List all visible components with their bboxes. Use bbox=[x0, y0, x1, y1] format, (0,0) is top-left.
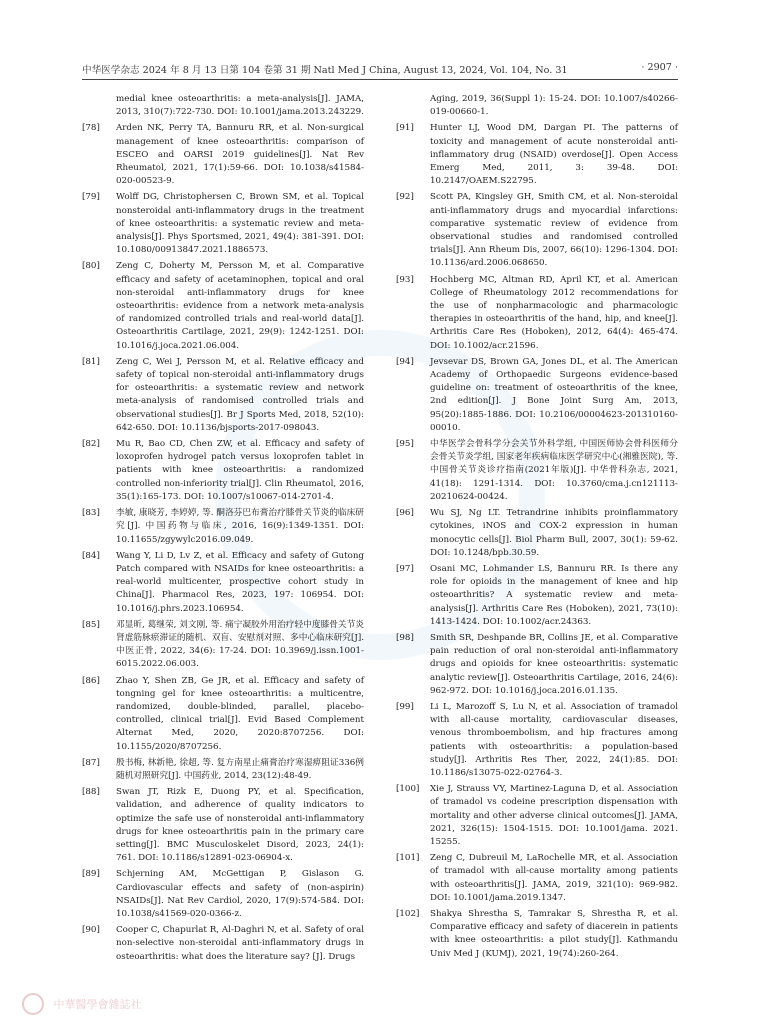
reference-number: [87] bbox=[82, 757, 100, 768]
publisher-logo bbox=[22, 993, 222, 1019]
reference-text: Scott PA, Kingsley GH, Smith CM, et al. Non-steroidal anti-inflammatory drugs and myocardial infarctions: comparative systematic review of evidence from observational studies and randomised controlled trials[J]. Ann Rheum Dis, 2007, 66(10): 1296-1304. DOI: 10.1136/ard.2006.068650. bbox=[430, 192, 678, 269]
reference-number: [93] bbox=[396, 274, 414, 285]
reference-continuation: Aging, 2019, 36(Suppl 1): 15-24. DOI: 10.1007/s40266-019-00660-1. bbox=[430, 94, 678, 118]
reference-number: [81] bbox=[82, 356, 100, 367]
reference-item bbox=[396, 783, 678, 849]
reference-text: Wu SJ, Ng LT. Tetrandrine inhibits proinflammatory cytokines, iNOS and COX-2 expression in human monocytic cells[J]. Biol Pharm Bull, 2007, 30(1): 59-62. DOI: 10.1248/bpb.30.59. bbox=[430, 508, 678, 558]
reference-item bbox=[396, 356, 678, 435]
reference-number: [78] bbox=[82, 123, 100, 134]
reference-text: Hunter LJ, Wood DM, Dargan PI. The patterns of toxicity and management of acute nonsteroidal anti-inflammatory drug (NSAID) overdose[J]. Open Access Emerg Med, 2011, 3: 39-48. DOI: 10.2147/OAEM.S22795. bbox=[430, 123, 678, 187]
reference-text: Schjerning AM, McGettigan P, Gislason G. Cardiovascular effects and safety of (non-aspirin) NSAIDs[J]. Nat Rev Cardiol, 2020, 17(9):574-584. DOI: 10.1038/s41569-020-0366-z. bbox=[116, 869, 364, 919]
reference-number: [86] bbox=[82, 675, 100, 686]
reference-number: [84] bbox=[82, 550, 100, 561]
reference-item bbox=[396, 632, 678, 698]
reference-text: Wang Y, Li D, Lv Z, et al. Efficacy and safety of Gutong Patch compared with NSAIDs for knee osteoarthritis: a real-world multicenter, prospective cohort study in China[J]. Pharmacol Res, 2023, 197: 106954. DOI: 10.1016/j.phrs.2023.106954. bbox=[116, 550, 364, 614]
reference-item bbox=[396, 852, 678, 905]
reference-number: [102] bbox=[396, 908, 420, 919]
reference-text: 殷书梅, 林新艳, 徐超, 等. 复方南星止痛膏治疗寒湿痹阻证336例随机对照研究[J]. 中国药业, 2014, 23(12):48-49. bbox=[116, 757, 364, 781]
reference-text: Osani MC, Lohmander LS, Bannuru RR. Is there any role for opioids in the management of knee and hip osteoarthritis? A systematic review and meta-analysis[J]. Arthritis Care Res (Hoboken), 2021, 73(10): 1413-1424. DOI: 10.1002/acr.24363. bbox=[430, 563, 678, 627]
reference-item bbox=[82, 507, 364, 547]
reference-number: [88] bbox=[82, 787, 100, 798]
reference-number: [83] bbox=[82, 508, 100, 519]
reference-item bbox=[396, 122, 678, 188]
reference-text: Swan JT, Rizk E, Duong PY, et al. Specification, validation, and adherence of quality indicators to optimize the safe use of nonsteroidal anti-inflammatory drugs for knee osteoarthritis pain in the primary care setting[J]. BMC Musculoskelet Disord, 2023, 24(1): 761. DOI: 10.1186/s12891-023-06904-x. bbox=[116, 787, 364, 864]
reference-text: 中华医学会骨科学分会关节外科学组, 中国医师协会骨科医师分会骨关节炎学组, 国家老年疾病临床医学研究中心(湘雅医院), 等. 中国骨关节炎诊疗指南(2021年版)[J]. 中华骨科杂志, 2021, 41(18): 1291-1314. DOI: 10.3760/cma.j.cn121113-20210624-00424. bbox=[430, 439, 678, 502]
reference-item bbox=[396, 701, 678, 780]
reference-text: Zeng C, Wei J, Persson M, et al. Relative efficacy and safety of topical non-steroidal anti-inflammatory drugs for osteoarthritis: a systematic review and network meta-analysis of randomised controlled trials and observational studies[J]. Br J Sports Med, 2018, 52(10): 642-650. DOI: 10.1136/bjsports-2017-098043. bbox=[116, 356, 364, 433]
reference-text: Mu R, Bao CD, Chen ZW, et al. Efficacy and safety of loxoprofen hydrogel patch versus loxoprofen tablet in patients with knee osteoarthritis: a randomized controlled non-inferiority trial[J]. Clin Rheumatol, 2016, 35(1):165-173. DOI: 10.1007/s10067-014-2701-4. bbox=[116, 439, 364, 502]
reference-number: [94] bbox=[396, 356, 414, 367]
reference-text: Li L, Marozoff S, Lu N, et al. Association of tramadol with all-cause mortality, cardiovascular diseases, venous thromboembolism, and hip fractures among patients with osteoarthritis: a population-based study[J]. Arthritis Res Ther, 2022, 24(1):85. DOI: 10.1186/s13075-022-02764-3. bbox=[430, 701, 678, 778]
reference-text: Hochberg MC, Altman RD, April KT, et al. American College of Rheumatology 2012 recommendations for the use of nonpharmacologic and pharmacologic therapies in osteoarthritis of the hand, hip, and knee[J]. Arthritis Care Res (Hoboken), 2012, 64(4): 465-474. DOI: 10.1002/acr.21596. bbox=[430, 274, 678, 351]
page-number: · 2907 · bbox=[641, 62, 678, 73]
reference-item bbox=[82, 675, 364, 754]
reference-item bbox=[396, 438, 678, 504]
running-header bbox=[82, 62, 678, 80]
reference-text: Shakya Shrestha S, Tamrakar S, Shrestha R, et al. Comparative efficacy and safety of diacerein in patients with knee osteoarthritis: a pilot study[J]. Kathmandu Univ Med J (KUMJ), 2021, 19(74):260-264. bbox=[430, 908, 678, 959]
reference-number: [82] bbox=[82, 439, 100, 450]
reference-text: Wolff DG, Christophersen C, Brown SM, et al. Topical nonsteroidal anti-inflammatory drugs in the treatment of knee osteoarthritis: a systematic review and meta-analysis[J]. Phys Sportsmed, 2021, 49(4): 381-391. DOI: 10.1080/00913847.2021.1886573. bbox=[116, 192, 364, 256]
publisher-seal-icon bbox=[22, 993, 44, 1015]
reference-number: [96] bbox=[396, 508, 414, 519]
reference-item bbox=[82, 260, 364, 352]
reference-item bbox=[396, 908, 678, 961]
reference-item bbox=[82, 438, 364, 504]
reference-number: [79] bbox=[82, 192, 100, 203]
reference-number: [97] bbox=[396, 563, 414, 574]
reference-text: Smith SR, Deshpande BR, Collins JE, et al. Comparative pain reduction of oral non-steroidal anti-inflammatory drugs and opioids for knee osteoarthritis: systematic analytic review[J]. Osteoarthritis Cartilage, 2016, 24(6): 962-972. DOI: 10.1016/j.joca.2016.01.135. bbox=[430, 632, 678, 696]
reference-number: [89] bbox=[82, 869, 100, 880]
reference-number: [99] bbox=[396, 701, 414, 712]
reference-item bbox=[82, 868, 364, 921]
reference-item bbox=[82, 619, 364, 672]
reference-number: [85] bbox=[82, 619, 100, 630]
header-rule bbox=[82, 79, 678, 80]
reference-continuation: medial knee osteoarthritis: a meta-analysis[J]. JAMA, 2013, 310(7):722-730. DOI: 10.1001/jama.2013.243229. bbox=[116, 94, 364, 118]
reference-item bbox=[396, 274, 678, 353]
reference-item bbox=[396, 191, 678, 270]
reference-number: [91] bbox=[396, 123, 414, 134]
reference-text: Zeng C, Dubreuil M, LaRochelle MR, et al. Association of tramadol with all-cause mortality among patients with osteoarthritis[J]. JAMA, 2019, 321(10): 969-982. DOI: 10.1001/jama.2019.1347. bbox=[430, 853, 678, 903]
reference-text: Zhao Y, Shen ZB, Ge JR, et al. Efficacy and safety of tongning gel for knee osteoarthritis: a multicentre, randomized, double-blinded, parallel, placebo-controlled, clinical trial[J]. Evid Based Complement Alternat Med, 2020, 2020:8707256. DOI: 10.1155/2020/8707256. bbox=[116, 675, 364, 752]
reference-number: [80] bbox=[82, 261, 100, 272]
reference-item bbox=[82, 356, 364, 435]
reference-text: Cooper C, Chapurlat R, Al-Daghri N, et al. Safety of oral non-selective non-steroidal anti-inflammatory drugs in osteoarthritis: what does the literature say? [J]. Drugs bbox=[116, 925, 364, 962]
reference-item bbox=[82, 757, 364, 783]
reference-item bbox=[82, 550, 364, 616]
publisher-name: 中華醫學會雜誌社 bbox=[53, 998, 142, 1011]
reference-number: [101] bbox=[396, 853, 420, 864]
reference-number: [92] bbox=[396, 192, 414, 203]
reference-text: 邓显昕, 葛继荣, 刘文刚, 等. 痛宁凝胶外用治疗轻中度膝骨关节炎肾虚筋脉瘀滞证的随机、双盲、安慰剂对照、多中心临床研究[J]. 中医正骨, 2022, 34(6): 17-24. DOI: 10.3969/j.issn.1001-6015.2022.06.003. bbox=[116, 619, 364, 670]
reference-number: [98] bbox=[396, 632, 414, 643]
reference-item bbox=[396, 563, 678, 629]
reference-text: Zeng C, Doherty M, Persson M, et al. Comparative efficacy and safety of acetaminophen, topical and oral non-steroidal anti-inflammatory drugs for knee osteoarthritis: evidence from a network meta-analysis of randomized controlled trials and real-world data[J]. Osteoarthritis Cartilage, 2021, 29(9): 1242-1251. DOI: 10.1016/j.joca.2021.06.004. bbox=[116, 261, 364, 351]
reference-item bbox=[396, 507, 678, 560]
reference-item bbox=[82, 191, 364, 257]
reference-item bbox=[82, 786, 364, 865]
reference-text: 李敏, 康晓芳, 李婷婷, 等. 酮洛芬巴布膏治疗膝骨关节炎的临床研究[J]. 中国药物与临床, 2016, 16(9):1349-1351. DOI: 10.11655/zgywylc2016.09.049. bbox=[116, 508, 364, 545]
reference-number: [90] bbox=[82, 925, 100, 936]
reference-number: [95] bbox=[396, 439, 414, 450]
reference-item bbox=[82, 122, 364, 188]
reference-text: Xie J, Strauss VY, Martinez-Laguna D, et al. Association of tramadol vs codeine prescription dispensation with mortality and other adverse clinical outcomes[J]. JAMA, 2021, 326(15): 1504-1515. DOI: 10.1001/jama. 2021. 15255. bbox=[430, 784, 678, 847]
reference-item bbox=[82, 924, 364, 964]
reference-text: Arden NK, Perry TA, Bannuru RR, et al. Non-surgical management of knee osteoarthritis: comparison of ESCEO and OARSI 2019 guidelines[J]. Nat Rev Rheumatol, 2021, 17(1):59-66. DOI: 10.1038/s41584-020-00523-9. bbox=[116, 123, 364, 187]
reference-column-left bbox=[82, 93, 364, 967]
reference-text: Jevsevar DS, Brown GA, Jones DL, et al. The American Academy of Orthopaedic Surgeons evidence-based guideline on: treatment of osteoarthritis of the knee, 2nd edition[J]. J Bone Joint Surg Am, 2013, 95(20):1885-1886. DOI: 10.2106/00004623-201310160-00010. bbox=[430, 356, 678, 433]
journal-citation-line: 中华医学杂志 2024 年 8 月 13 日第 104 卷第 31 期 Natl Med J China, August 13, 2024, Vol. 104, No. 31 bbox=[82, 65, 568, 76]
reference-column-right bbox=[396, 93, 678, 964]
reference-number: [100] bbox=[396, 784, 420, 795]
